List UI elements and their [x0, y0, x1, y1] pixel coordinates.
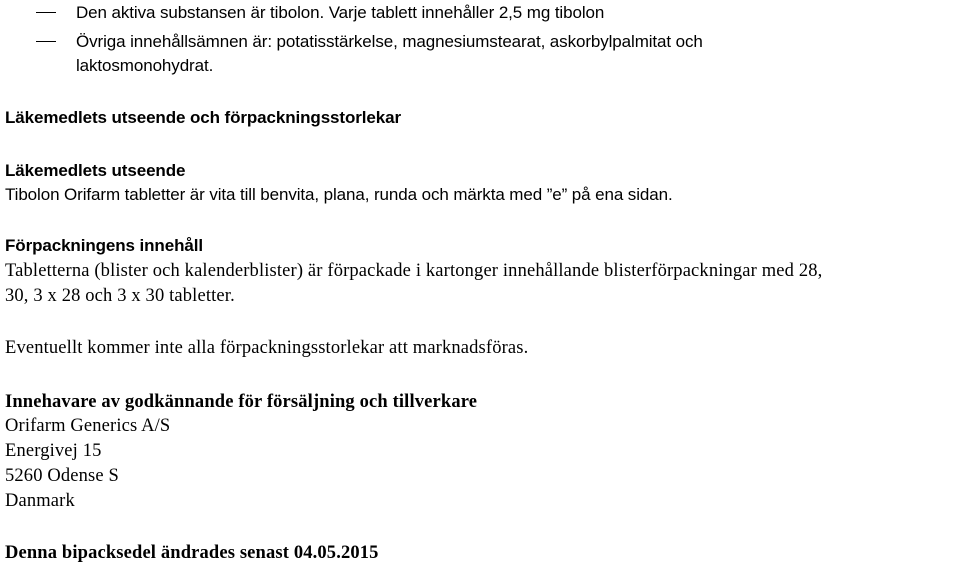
ingredient-item-other	[0, 33, 703, 50]
package-text-line: 30, 3 x 28 och 3 x 30 tabletter.	[5, 286, 235, 306]
ingredient-text: Den aktiva substansen är tibolon. Varje tablett innehåller 2,5 mg tibolon	[76, 3, 605, 22]
holder-country: Danmark	[5, 491, 75, 511]
dash-bullet	[36, 41, 56, 42]
dash-bullet	[36, 12, 56, 13]
holder-street: Energivej 15	[5, 441, 102, 461]
ingredient-text: Övriga innehållsämnen är: potatisstärkelse, magnesiumstearat, askorbylpalmitat och	[76, 32, 703, 51]
ingredient-item-active	[0, 4, 604, 21]
ingredient-text-continuation: laktosmonohydrat.	[76, 56, 214, 75]
subheading-package: Förpackningens innehåll	[5, 236, 203, 255]
section-heading-appearance: Läkemedlets utseende och förpackningsstorlekar	[5, 108, 401, 127]
holder-city: 5260 Odense S	[5, 466, 119, 486]
section-heading-holder: Innehavare av godkännande för försäljning och tillverkare	[5, 392, 478, 412]
appearance-text: Tibolon Orifarm tabletter är vita till benvita, plana, runda och märkta med ”e” på ena sidan.	[5, 185, 673, 204]
subheading-appearance: Läkemedlets utseende	[5, 161, 186, 180]
holder-company: Orifarm Generics A/S	[5, 416, 171, 436]
marketing-note: Eventuellt kommer inte alla förpackningsstorlekar att marknadsföras.	[5, 338, 529, 358]
package-text-line: Tabletterna (blister och kalenderblister) är förpackade i kartonger innehållande blisterförpackningar med 28,	[5, 261, 823, 281]
revision-date: Denna bipacksedel ändrades senast 04.05.2015	[5, 543, 379, 563]
